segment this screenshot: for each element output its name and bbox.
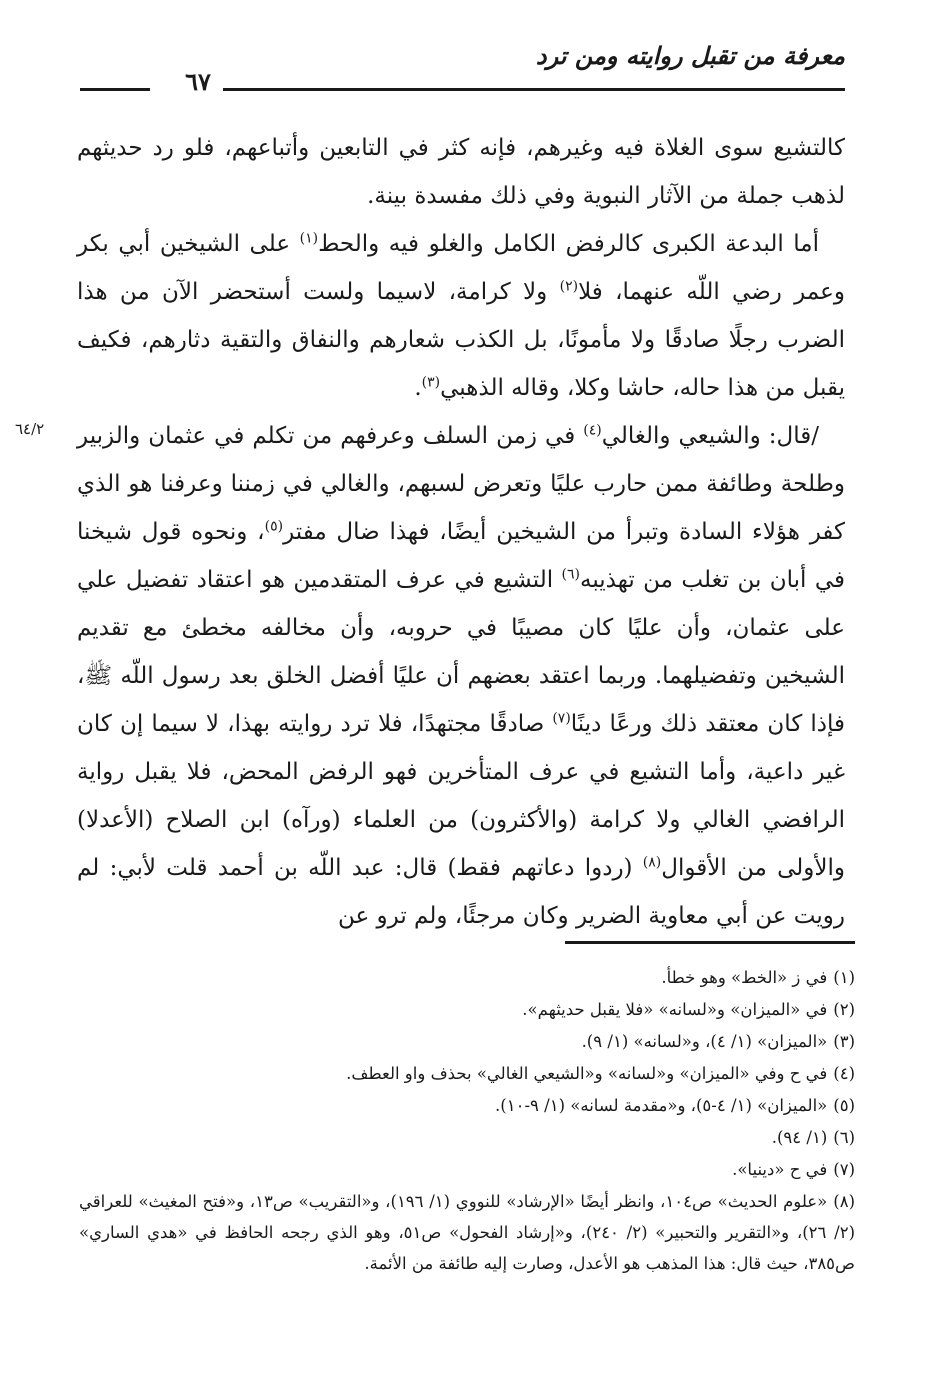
- page-number: ٦٧: [185, 67, 211, 96]
- footnote-8: [79, 1186, 855, 1279]
- main-text: [77, 124, 845, 940]
- footnote-marker-3[interactable]: (٣): [421, 374, 441, 391]
- text-segment: أما البدعة الكبرى كالرفض الكامل والغلو فيه والحط: [318, 231, 819, 257]
- text-segment: .: [414, 375, 422, 401]
- footnote-1: [79, 962, 855, 994]
- footnote-3: [79, 1026, 855, 1058]
- footnote-5: [79, 1090, 855, 1122]
- footnote-text: في ز «الخط» وهو خطأ.: [661, 968, 828, 987]
- header-rule-short: [80, 88, 150, 91]
- text-segment: /قال: والشيعي والغالي: [601, 423, 819, 449]
- footnote-marker-4[interactable]: (٤): [583, 422, 602, 439]
- text-segment: في زمن السلف وعرفهم من تكلم في عثمان والزبير وطلحة وطائفة ممن حارب عليًا وتعرض لسبهم، والغالي في زمننا وعرفنا هو الذي كفر هؤلاء السادة وتبرأ من الشيخين أيضًا، فهذا ضال مفتر: [77, 423, 845, 545]
- footnote-number: (٨): [833, 1192, 855, 1211]
- footnote-4: [79, 1058, 855, 1090]
- running-title: معرفة من تقبل روايته ومن ترد: [535, 41, 845, 70]
- footnote-text: «الميزان» (١/ ٤-٥)، و«مقدمة لسانه» (١/ ٩-١٠).: [495, 1096, 828, 1115]
- footnote-marker-2[interactable]: (٢): [559, 278, 579, 295]
- footnote-text: في ح وفي «الميزان» و«لسانه» و«الشيعي الغالي» بحذف واو العطف.: [346, 1064, 828, 1083]
- text-segment: ولا كرامة، لاسيما ولست أستحضر الآن من هذا الضرب رجلًا صادقًا ولا مأمونًا، بل الكذب شعارهم والنفاق والتقية دثارهم، فكيف يقبل من هذا حاله، حاشا وكلا، وقاله الذهبي: [77, 279, 845, 401]
- footnote-7: [79, 1154, 855, 1186]
- footnote-text: في «الميزان» و«لسانه» «فلا يقبل حديثهم».: [522, 1000, 828, 1019]
- footnote-text: «الميزان» (١/ ٤)، و«لسانه» (١/ ٩).: [581, 1032, 828, 1051]
- paragraph-3: [77, 412, 845, 940]
- footnote-number: (٧): [833, 1160, 855, 1179]
- footnote-marker-5[interactable]: (٥): [264, 518, 284, 535]
- footnote-marker-7[interactable]: (٧): [552, 710, 571, 727]
- paragraph-1: كالتشيع سوى الغلاة فيه وغيرهم، فإنه كثر في التابعين وأتباعهم، فلو رد حديثهم لذهب جملة من الآثار النبوية وفي ذلك مفسدة بينة.: [77, 135, 845, 209]
- text-segment: (ردوا دعاتهم فقط) قال: عبد اللّه بن أحمد قلت لأبي: لم رويت عن أبي معاوية الضرير وكان مرجئًا، ولم ترو عن: [77, 855, 845, 929]
- footnote-text: في ح «دينيا».: [732, 1160, 828, 1179]
- text-segment: ، ونحوه قول شيخنا في أبان بن تغلب من تهذيبه: [77, 519, 846, 593]
- footnote-marker-6[interactable]: (٦): [561, 566, 580, 583]
- text-segment: صادقًا مجتهدًا، فلا ترد روايته بهذا، لا سيما إن كان غير داعية، وأما التشيع في عرف المتأخرين فهو الرفض المحض، فلا يقبل رواية الرافضي الغالي ولا كرامة (والأكثرون) من العلماء (ورآه) ابن الصلاح (الأعدلا) والأولى من الأقوال: [77, 711, 845, 881]
- footnote-number: (٤): [833, 1064, 855, 1083]
- text-segment: على الشيخين أبي بكر وعمر رضي اللّه عنهما، فلا: [77, 231, 845, 305]
- footnote-number: (٥): [833, 1096, 855, 1115]
- header-rule: [223, 88, 845, 91]
- footnotes: [79, 962, 855, 1279]
- footnote-text: «علوم الحديث» ص١٠٤، وانظر أيضًا «الإرشاد» للنووي (١/ ١٩٦)، و«التقريب» ص١٣، و«فتح المغيث» للعراقي (٢/ ٢٦)، و«التقرير والتحبير» (٢/ ٢٤٠)، و«إرشاد الفحول» ص٥١، وهو الذي رجحه الحافظ في «هدي الساري» ص٣٨٥، حيث قال: هذا المذهب هو الأعدل، وصارت إليه طائفة من الأئمة.: [79, 1192, 855, 1273]
- margin-page-reference: ٦٤/٢: [15, 420, 45, 438]
- footnote-text: (١/ ٩٤).: [771, 1128, 828, 1147]
- footnote-number: (٦): [833, 1128, 855, 1147]
- footnote-number: (٢): [833, 1000, 855, 1019]
- footnote-2: [79, 994, 855, 1026]
- footnote-marker-1[interactable]: (١): [299, 230, 319, 247]
- footnote-6: [79, 1122, 855, 1154]
- footnote-number: (٣): [833, 1032, 855, 1051]
- text-segment: التشيع في عرف المتقدمين هو اعتقاد تفضيل علي على عثمان، وأن عليًا كان مصيبًا في حروبه، وأن مخالفه مخطئ مع تقديم الشيخين وتفضيلهما. وربما اعتقد بعضهم أن عليًا أفضل الخلق بعد رسول اللّه ﷺ، فإذا كان معتقد ذلك ورعًا دينًا: [77, 567, 845, 737]
- paragraph-2: [77, 220, 845, 412]
- footnote-separator: [565, 941, 855, 944]
- footnote-number: (١): [833, 968, 855, 987]
- footnote-marker-8[interactable]: (٨): [642, 854, 662, 871]
